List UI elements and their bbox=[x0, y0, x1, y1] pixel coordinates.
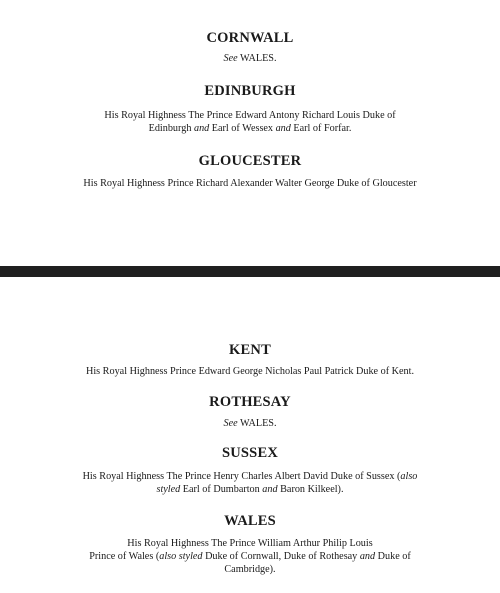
entry-description bbox=[0, 109, 500, 135]
entry-heading: SUSSEX bbox=[221, 445, 278, 461]
description-line bbox=[0, 122, 500, 135]
see-label: See bbox=[223, 53, 238, 64]
entry-sussex bbox=[0, 445, 500, 496]
entry-kent bbox=[0, 342, 500, 378]
entry-edinburgh bbox=[0, 83, 500, 135]
entry-cornwall bbox=[0, 30, 500, 65]
conjunction-text: and bbox=[359, 551, 376, 562]
entry-heading: GLOUCESTER bbox=[198, 153, 302, 169]
description-line: His Royal Highness The Prince Edward Antony Richard Louis Duke of bbox=[104, 110, 396, 121]
title-text: Duke of bbox=[377, 551, 411, 562]
description-line: His Royal Highness The Prince William Arthur Philip Louis bbox=[127, 538, 373, 549]
title-text: Earl of Dumbarton bbox=[182, 484, 260, 495]
title-text: Duke of Cornwall, Duke of Rothesay bbox=[205, 551, 358, 562]
see-label: See bbox=[223, 418, 238, 429]
document-page-bottom bbox=[0, 277, 500, 593]
conjunction-text: and bbox=[193, 123, 210, 134]
also-styled-text: also styled bbox=[159, 551, 203, 562]
see-target: WALES. bbox=[240, 418, 277, 429]
entry-description bbox=[0, 470, 500, 496]
see-reference bbox=[0, 417, 500, 430]
description-line bbox=[0, 483, 500, 496]
entry-wales bbox=[0, 513, 500, 576]
styled-text: styled bbox=[156, 484, 181, 495]
entry-heading: KENT bbox=[229, 342, 271, 358]
entry-gloucester bbox=[0, 153, 500, 190]
entry-description bbox=[0, 537, 500, 576]
title-text: Edinburgh bbox=[148, 123, 192, 134]
entry-heading: WALES bbox=[224, 513, 276, 529]
title-text: Earl of Wessex bbox=[211, 123, 274, 134]
description-line: Cambridge). bbox=[224, 564, 276, 575]
see-reference bbox=[0, 52, 500, 65]
conjunction-text: and bbox=[262, 484, 278, 495]
description-line bbox=[0, 550, 500, 563]
entry-heading: ROTHESAY bbox=[209, 394, 291, 410]
description-line: His Royal Highness Prince Richard Alexander Walter George Duke of Gloucester bbox=[83, 178, 417, 189]
description-line: His Royal Highness Prince Edward George Nicholas Paul Patrick Duke of Kent. bbox=[85, 366, 414, 377]
page-divider bbox=[0, 266, 500, 277]
title-text: Earl of Forfar. bbox=[293, 123, 352, 134]
entry-heading: EDINBURGH bbox=[204, 83, 296, 99]
description-text: His Royal Highness The Prince Henry Charles Albert David Duke of Sussex ( bbox=[82, 471, 401, 482]
entry-heading: CORNWALL bbox=[206, 30, 294, 46]
description-text: Prince of Wales ( bbox=[89, 551, 160, 562]
entry-rothesay bbox=[0, 394, 500, 430]
conjunction-text: and bbox=[275, 123, 291, 134]
also-text: also bbox=[400, 471, 418, 482]
document-page-top bbox=[0, 0, 500, 266]
see-target: WALES. bbox=[240, 53, 277, 64]
title-text: Baron Kilkeel). bbox=[280, 484, 344, 495]
description-line bbox=[0, 470, 500, 483]
